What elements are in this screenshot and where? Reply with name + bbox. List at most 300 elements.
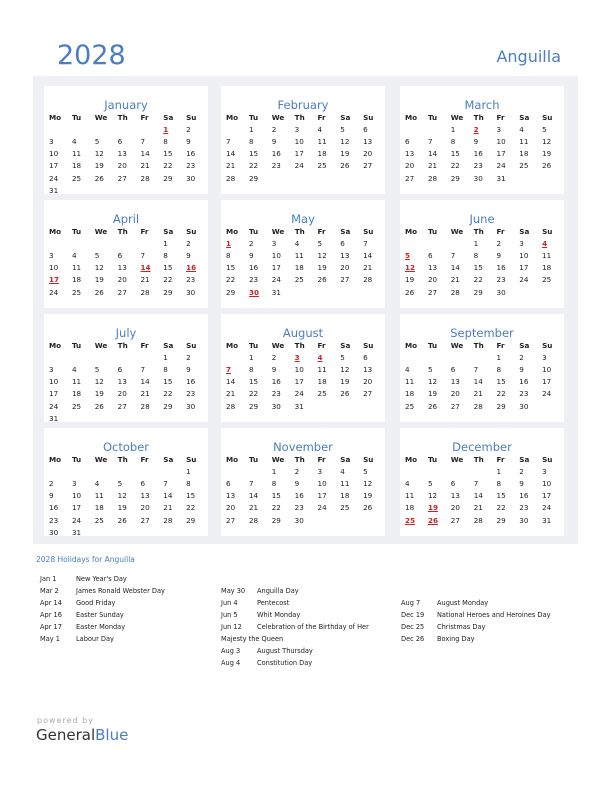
day-cell: 28 xyxy=(140,401,150,411)
holiday-name: Good Friday xyxy=(76,599,116,608)
day-cell: 21 xyxy=(363,263,373,273)
day-cell: 3 xyxy=(496,125,502,135)
day-cell: 18 xyxy=(71,389,82,399)
day-cell: 20 xyxy=(450,503,460,513)
day-cell: 10 xyxy=(49,263,59,273)
day-cell: 23 xyxy=(271,389,281,399)
day-cell xyxy=(162,413,185,425)
week-row xyxy=(48,466,208,478)
day-cell: 4 xyxy=(71,365,77,375)
day-cell: 1 xyxy=(163,353,168,363)
holiday-date: Dec 26 xyxy=(401,635,425,644)
weekday-header: Su xyxy=(542,113,553,123)
day-cell xyxy=(140,185,163,197)
day-cell: 9 xyxy=(473,137,479,147)
day-cell: 6 xyxy=(363,125,368,135)
holiday-list-item xyxy=(40,597,165,609)
day-cell: 2 xyxy=(271,125,277,135)
day-cell: 13 xyxy=(117,149,127,159)
day-cell: 23 xyxy=(294,503,304,513)
holiday-date: Aug 3 xyxy=(221,647,241,656)
day-cell xyxy=(362,514,385,526)
day-cell: 20 xyxy=(405,161,415,171)
week-row xyxy=(225,400,385,412)
day-cell: 31 xyxy=(71,527,82,537)
day-cell: 10 xyxy=(496,137,506,147)
holiday-day-cell: 4 xyxy=(317,353,323,363)
day-cell: 3 xyxy=(49,137,54,147)
day-cell: 18 xyxy=(317,377,327,387)
weekday-header: Th xyxy=(294,227,305,237)
day-cell: 7 xyxy=(226,137,231,147)
holiday-day-cell: 3 xyxy=(294,353,300,363)
weekday-header: Su xyxy=(542,455,553,465)
holiday-date: Mar 2 xyxy=(40,587,59,596)
day-cell: 6 xyxy=(450,479,456,489)
day-cell xyxy=(404,466,427,478)
day-cell: 21 xyxy=(248,503,259,513)
day-cell: 23 xyxy=(519,503,529,513)
day-cell: 14 xyxy=(163,491,173,501)
day-cell: 20 xyxy=(117,389,127,399)
day-cell xyxy=(140,466,163,478)
day-cell: 23 xyxy=(473,161,483,171)
day-cell: 25 xyxy=(71,287,82,297)
day-cell: 29 xyxy=(226,287,236,297)
day-cell: 20 xyxy=(117,161,127,171)
day-cell: 10 xyxy=(71,491,82,501)
day-cell: 3 xyxy=(71,479,77,489)
day-cell xyxy=(427,124,450,136)
day-cell: 10 xyxy=(294,365,304,375)
day-cell: 9 xyxy=(271,137,277,147)
day-cell: 24 xyxy=(271,275,281,285)
week-row xyxy=(225,352,385,364)
day-cell xyxy=(162,466,185,478)
weekday-header: Tu xyxy=(427,455,438,465)
day-cell: 8 xyxy=(473,251,479,261)
holiday-date: Apr 16 xyxy=(40,611,62,620)
week-row xyxy=(225,262,385,274)
day-cell: 18 xyxy=(71,161,82,171)
week-row xyxy=(48,286,208,298)
day-cell: 23 xyxy=(186,161,196,171)
day-cell xyxy=(225,466,248,478)
day-cell xyxy=(271,172,294,184)
day-cell: 9 xyxy=(496,251,502,261)
day-cell: 27 xyxy=(363,389,373,399)
day-cell: 8 xyxy=(163,137,168,147)
week-row xyxy=(225,514,385,526)
weekday-header: Mo xyxy=(226,455,239,465)
month-day-grid xyxy=(48,454,208,539)
week-row xyxy=(404,514,564,526)
holiday-list-item xyxy=(401,609,551,621)
weekday-header: Fr xyxy=(496,455,505,465)
holiday-date: Jan 1 xyxy=(40,575,57,583)
day-cell: 26 xyxy=(340,161,350,171)
day-cell: 2 xyxy=(186,353,191,363)
day-cell: 17 xyxy=(519,263,529,273)
day-cell: 15 xyxy=(473,263,483,273)
day-cell: 29 xyxy=(496,515,506,525)
day-cell: 16 xyxy=(186,377,196,387)
day-cell: 20 xyxy=(363,377,373,387)
day-cell: 24 xyxy=(49,401,59,411)
holiday-day-cell: 12 xyxy=(405,263,416,273)
day-cell: 18 xyxy=(542,263,552,273)
day-cell: 28 xyxy=(163,515,173,525)
holiday-list-column-3 xyxy=(401,597,551,645)
weekday-header: We xyxy=(450,455,464,465)
week-row xyxy=(404,160,564,172)
day-cell: 15 xyxy=(163,377,173,387)
day-cell: 25 xyxy=(94,515,104,525)
day-cell: 12 xyxy=(427,377,438,387)
week-row xyxy=(48,376,208,388)
day-cell: 28 xyxy=(226,401,236,411)
day-cell: 2 xyxy=(519,353,524,363)
holiday-name: Pentecost xyxy=(257,599,290,608)
day-cell: 16 xyxy=(519,491,529,501)
holiday-day-cell: 2 xyxy=(473,125,479,135)
day-cell xyxy=(339,286,362,298)
day-cell: 19 xyxy=(117,503,127,513)
holiday-date: Jun 4 xyxy=(221,599,238,608)
week-row xyxy=(225,376,385,388)
day-cell: 6 xyxy=(405,137,410,147)
day-cell: 20 xyxy=(140,503,150,513)
day-cell xyxy=(162,185,185,197)
day-cell: 30 xyxy=(49,527,59,537)
day-cell: 16 xyxy=(49,503,59,513)
day-cell: 21 xyxy=(226,389,236,399)
day-cell: 19 xyxy=(94,389,104,399)
day-cell: 19 xyxy=(405,275,415,285)
weekday-header: Sa xyxy=(163,227,174,237)
holiday-list-item xyxy=(40,609,165,621)
day-cell: 7 xyxy=(473,365,479,375)
week-row xyxy=(48,514,208,526)
day-cell: 7 xyxy=(140,251,146,261)
holiday-list-item xyxy=(221,645,369,657)
holiday-name: New Year's Day xyxy=(76,575,127,583)
day-cell: 11 xyxy=(317,365,327,375)
day-cell: 4 xyxy=(317,125,323,135)
holiday-day-cell: 5 xyxy=(405,251,411,261)
country-title: Anguilla xyxy=(496,47,561,66)
week-row xyxy=(404,466,564,478)
day-cell: 31 xyxy=(49,185,59,195)
day-cell: 12 xyxy=(340,137,350,147)
holiday-name: James Ronald Webster Day xyxy=(76,587,165,596)
month-july xyxy=(44,314,208,422)
week-row xyxy=(48,400,208,412)
day-cell: 24 xyxy=(49,287,59,297)
day-cell: 3 xyxy=(271,239,277,249)
day-cell: 13 xyxy=(226,491,236,501)
day-cell: 9 xyxy=(49,491,54,501)
weekday-header: Th xyxy=(473,341,484,351)
week-row xyxy=(404,400,564,412)
day-cell: 19 xyxy=(94,275,104,285)
day-cell: 27 xyxy=(140,515,150,525)
day-cell: 14 xyxy=(248,491,259,501)
day-cell: 24 xyxy=(542,503,552,513)
day-cell: 10 xyxy=(542,479,552,489)
day-cell: 11 xyxy=(71,377,82,387)
month-title: January xyxy=(104,98,148,112)
day-cell: 5 xyxy=(340,353,345,363)
day-cell: 15 xyxy=(496,377,506,387)
day-cell xyxy=(427,466,450,478)
holiday-list-column-2 xyxy=(221,585,369,669)
weekday-header: Fr xyxy=(317,227,326,237)
day-cell: 29 xyxy=(450,173,460,183)
weekday-header: Fr xyxy=(317,113,326,123)
day-cell xyxy=(427,238,450,250)
day-cell: 11 xyxy=(405,377,415,387)
weekday-header: Fr xyxy=(140,341,149,351)
day-cell: 21 xyxy=(140,161,150,171)
month-title: May xyxy=(291,212,315,226)
day-cell xyxy=(450,352,473,364)
weekday-header: We xyxy=(271,341,285,351)
week-row xyxy=(404,250,564,262)
day-cell: 9 xyxy=(271,365,277,375)
day-cell: 8 xyxy=(248,365,254,375)
day-cell: 10 xyxy=(49,149,59,159)
brand-logo-general: General xyxy=(36,726,96,744)
month-april xyxy=(44,200,208,308)
day-cell: 12 xyxy=(94,377,104,387)
day-cell xyxy=(94,352,117,364)
day-cell xyxy=(541,172,564,184)
weekday-header: Sa xyxy=(519,455,530,465)
day-cell xyxy=(362,400,385,412)
day-cell: 24 xyxy=(49,173,59,183)
day-cell: 9 xyxy=(186,137,191,147)
weekday-header: Fr xyxy=(496,341,505,351)
weekday-header: We xyxy=(94,113,108,123)
week-row xyxy=(404,364,564,376)
day-cell: 1 xyxy=(496,467,502,477)
weekday-header: Th xyxy=(473,113,484,123)
day-cell xyxy=(94,527,117,539)
holiday-list-item xyxy=(40,573,165,585)
day-cell: 26 xyxy=(427,401,438,411)
day-cell: 13 xyxy=(117,263,127,273)
weekday-header: We xyxy=(450,341,464,351)
day-cell xyxy=(248,466,271,478)
month-title: March xyxy=(464,98,500,112)
day-cell: 30 xyxy=(294,515,304,525)
weekday-header: Tu xyxy=(71,113,82,123)
day-cell: 5 xyxy=(363,467,368,477)
holiday-day-cell: 26 xyxy=(427,515,438,525)
day-cell xyxy=(185,185,208,197)
day-cell: 10 xyxy=(317,479,327,489)
week-row xyxy=(225,160,385,172)
day-cell: 18 xyxy=(519,149,529,159)
weekday-header: Su xyxy=(363,455,374,465)
day-cell xyxy=(450,238,473,250)
holiday-list-item xyxy=(40,585,165,597)
day-cell xyxy=(427,352,450,364)
day-cell: 13 xyxy=(427,263,438,273)
week-row xyxy=(48,148,208,160)
day-cell: 8 xyxy=(496,479,502,489)
weekday-header: Su xyxy=(363,341,374,351)
day-cell: 20 xyxy=(427,275,438,285)
brand-logo-blue: Blue xyxy=(95,726,129,744)
day-cell: 18 xyxy=(94,503,104,513)
day-cell: 18 xyxy=(71,275,82,285)
weekday-header: Tu xyxy=(71,455,82,465)
day-cell: 19 xyxy=(542,149,552,159)
day-cell: 16 xyxy=(496,263,506,273)
day-cell: 2 xyxy=(271,353,277,363)
week-row xyxy=(404,136,564,148)
day-cell: 23 xyxy=(519,389,529,399)
day-cell: 15 xyxy=(226,263,236,273)
day-cell xyxy=(117,238,140,250)
day-cell: 23 xyxy=(496,275,506,285)
day-cell: 11 xyxy=(317,137,327,147)
week-row xyxy=(404,238,564,250)
day-cell: 17 xyxy=(542,491,552,501)
holiday-list-item xyxy=(221,621,369,633)
day-cell: 15 xyxy=(248,149,259,159)
day-cell xyxy=(404,352,427,364)
holiday-list-item xyxy=(221,633,369,645)
day-cell: 17 xyxy=(294,377,304,387)
day-cell: 21 xyxy=(226,161,236,171)
day-cell: 7 xyxy=(140,365,146,375)
day-cell xyxy=(117,527,140,539)
day-cell: 6 xyxy=(363,353,368,363)
month-title: July xyxy=(115,326,137,340)
day-cell: 3 xyxy=(294,125,300,135)
day-cell xyxy=(117,413,140,425)
holiday-name: August Monday xyxy=(437,599,489,607)
day-cell xyxy=(317,172,340,184)
weekday-header: Tu xyxy=(427,227,438,237)
day-cell: 13 xyxy=(450,491,460,501)
month-title: September xyxy=(450,326,514,340)
day-cell xyxy=(404,238,427,250)
day-cell: 22 xyxy=(163,275,173,285)
day-cell xyxy=(404,124,427,136)
week-row xyxy=(48,185,208,197)
week-row xyxy=(48,250,208,262)
day-cell: 16 xyxy=(519,377,529,387)
day-cell xyxy=(317,400,340,412)
day-cell: 30 xyxy=(496,287,506,297)
day-cell: 28 xyxy=(450,287,460,297)
day-cell: 26 xyxy=(340,389,350,399)
weekday-header: We xyxy=(271,113,285,123)
month-day-grid xyxy=(225,340,385,413)
day-cell: 11 xyxy=(405,491,415,501)
day-cell: 12 xyxy=(94,149,104,159)
holidays-title: 2028 Holidays for Anguilla xyxy=(36,555,135,564)
weekday-header: Th xyxy=(117,113,128,123)
day-cell: 9 xyxy=(248,251,254,261)
month-march xyxy=(400,86,564,194)
day-cell: 29 xyxy=(163,401,173,411)
day-cell: 4 xyxy=(294,239,300,249)
day-cell: 1 xyxy=(186,467,191,477)
day-cell xyxy=(48,352,71,364)
day-cell: 16 xyxy=(186,149,196,159)
day-cell: 1 xyxy=(248,353,254,363)
day-cell: 19 xyxy=(94,161,104,171)
day-cell xyxy=(162,527,185,539)
day-cell: 8 xyxy=(496,365,502,375)
day-cell: 5 xyxy=(340,125,345,135)
month-day-grid xyxy=(225,226,385,299)
day-cell: 2 xyxy=(519,467,524,477)
holiday-day-cell: 4 xyxy=(542,239,548,249)
day-cell: 22 xyxy=(248,389,259,399)
day-cell: 14 xyxy=(427,149,438,159)
month-title: November xyxy=(273,440,333,454)
day-cell xyxy=(48,466,71,478)
holiday-list-item xyxy=(40,633,165,645)
day-cell: 29 xyxy=(186,515,196,525)
day-cell: 5 xyxy=(94,251,100,261)
day-cell: 8 xyxy=(226,251,231,261)
week-row xyxy=(404,262,564,274)
month-june xyxy=(400,200,564,308)
week-row xyxy=(48,413,208,425)
day-cell: 4 xyxy=(340,467,345,477)
week-row xyxy=(225,502,385,514)
day-cell: 15 xyxy=(163,263,173,273)
day-cell xyxy=(518,172,541,184)
day-cell: 22 xyxy=(271,503,281,513)
day-cell xyxy=(94,466,117,478)
day-cell: 16 xyxy=(271,377,281,387)
day-cell: 14 xyxy=(140,149,150,159)
day-cell: 3 xyxy=(317,467,323,477)
day-cell: 28 xyxy=(363,275,373,285)
holiday-list-item xyxy=(221,585,369,597)
day-cell: 16 xyxy=(271,149,281,159)
day-cell: 13 xyxy=(117,377,127,387)
day-cell: 8 xyxy=(163,365,168,375)
weekday-header: Sa xyxy=(340,227,351,237)
day-cell: 19 xyxy=(427,389,438,399)
day-cell: 23 xyxy=(248,275,259,285)
month-day-grid xyxy=(225,454,385,527)
day-cell: 29 xyxy=(248,173,259,183)
holiday-day-cell: 30 xyxy=(248,287,259,297)
day-cell: 10 xyxy=(271,251,281,261)
week-row xyxy=(404,388,564,400)
day-cell: 8 xyxy=(271,479,277,489)
day-cell xyxy=(362,172,385,184)
day-cell xyxy=(71,352,94,364)
brand-logo[interactable] xyxy=(36,726,128,744)
day-cell: 18 xyxy=(405,503,415,513)
weekday-header: Th xyxy=(294,341,305,351)
day-cell: 26 xyxy=(317,275,327,285)
weekday-header: Su xyxy=(186,341,197,351)
day-cell: 22 xyxy=(163,161,173,171)
day-cell: 21 xyxy=(473,389,483,399)
